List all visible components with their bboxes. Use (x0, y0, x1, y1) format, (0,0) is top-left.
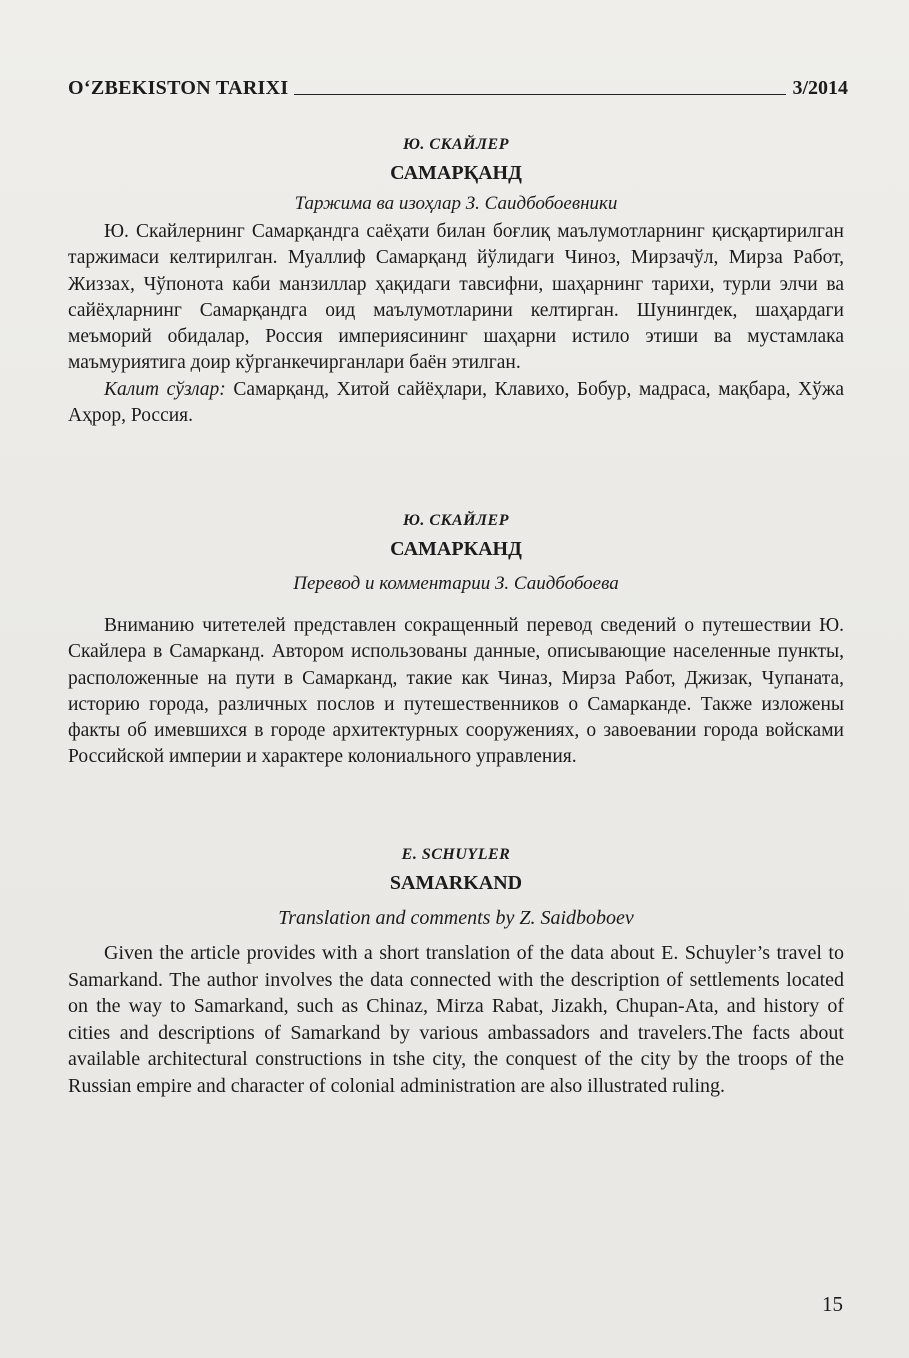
translator-english: Translation and comments by Z. Saidboboev (278, 907, 634, 929)
running-header (68, 70, 848, 100)
translator-uzbek: Таржима ва изоҳлар З. Саидбобоевники (294, 193, 618, 214)
abstract-uzbek (68, 136, 844, 429)
keywords-uzbek (68, 377, 844, 430)
issue-number: 3/2014 (792, 77, 848, 99)
header-rule (294, 94, 786, 95)
abstract-text-russian: Вниманию читетелей представлен сокращенный перевод сведений о путешествии Ю. Скайлера в Самарканд. Автором использованы данные, описывающие населенные пункты, расположенные на пути в Самарканд, такие как Чиназ, Мирза Работ, Джизак, Чупаната, историю города, различных послов и путешественников о Самарканде. Также изложены факты об имевшихся в городе архитектурных сооружениях, о завоевании города войсками Российской империи и характере колониального управления. (68, 615, 844, 768)
abstract-russian (68, 512, 844, 771)
page-number: 15 (822, 1292, 843, 1316)
title-russian: САМАРКАНД (390, 538, 522, 560)
abstract-text-uzbek: Ю. Скайлернинг Самарқандга саёҳати билан боғлиқ маълумотларнинг қисқартирилган таржимаси келтирилган. Муаллиф Самарқанд йўлидаги Чиноз, Мирзачўл, Мирза Работ, Жиззах, Чўпонота каби манзиллар ҳақидаги тавсифни, шаҳарнинг тарихи, турли элчи ва сайёҳларнинг Самарқандга оид маълумотларини келтирган. Шунингдек, шаҳардаги меъморий обидалар, Россия империясининг шаҳарни истило этиши ва мустамлака маъмуриятига доир кўрганкечирганлари баён этилган. (68, 221, 844, 374)
translator-russian: Перевод и комментарии З. Саидбобоева (293, 573, 619, 594)
author-english: E. SCHUYLER (401, 846, 511, 863)
abstract-english (68, 846, 844, 1100)
author-uzbek: Ю. СКАЙЛЕР (403, 136, 509, 153)
author-russian: Ю. СКАЙЛЕР (403, 512, 509, 529)
abstract-text-english: Given the article provides with a short translation of the data about E. Schuyler’s travel to Samarkand. The author involves the data connected with the description of settlements located on the way to Samarkand, such as Chinaz, Mirza Rabat, Jizakh, Chupan-Ata, and history of cities and descriptions of Samarkand by various ambassadors and travelers.The facts about available architectural constructions in tshe city, the conquest of the city by the troops of the Russian empire and character of colonial administration are also illustrated ruling. (68, 942, 844, 1097)
title-uzbek: САМАРҚАНД (390, 162, 522, 184)
title-english: SAMARKAND (389, 872, 523, 894)
journal-name: O‘ZBEKISTON TARIXI (68, 77, 289, 99)
keywords-label: Калит сўзлар: (104, 378, 226, 400)
keywords-list: Самарқанд, Хитой сайёҳлари, Клавихо, Бобур, мадраса, мақбара, Хўжа Аҳрор, Россия. (68, 378, 845, 427)
